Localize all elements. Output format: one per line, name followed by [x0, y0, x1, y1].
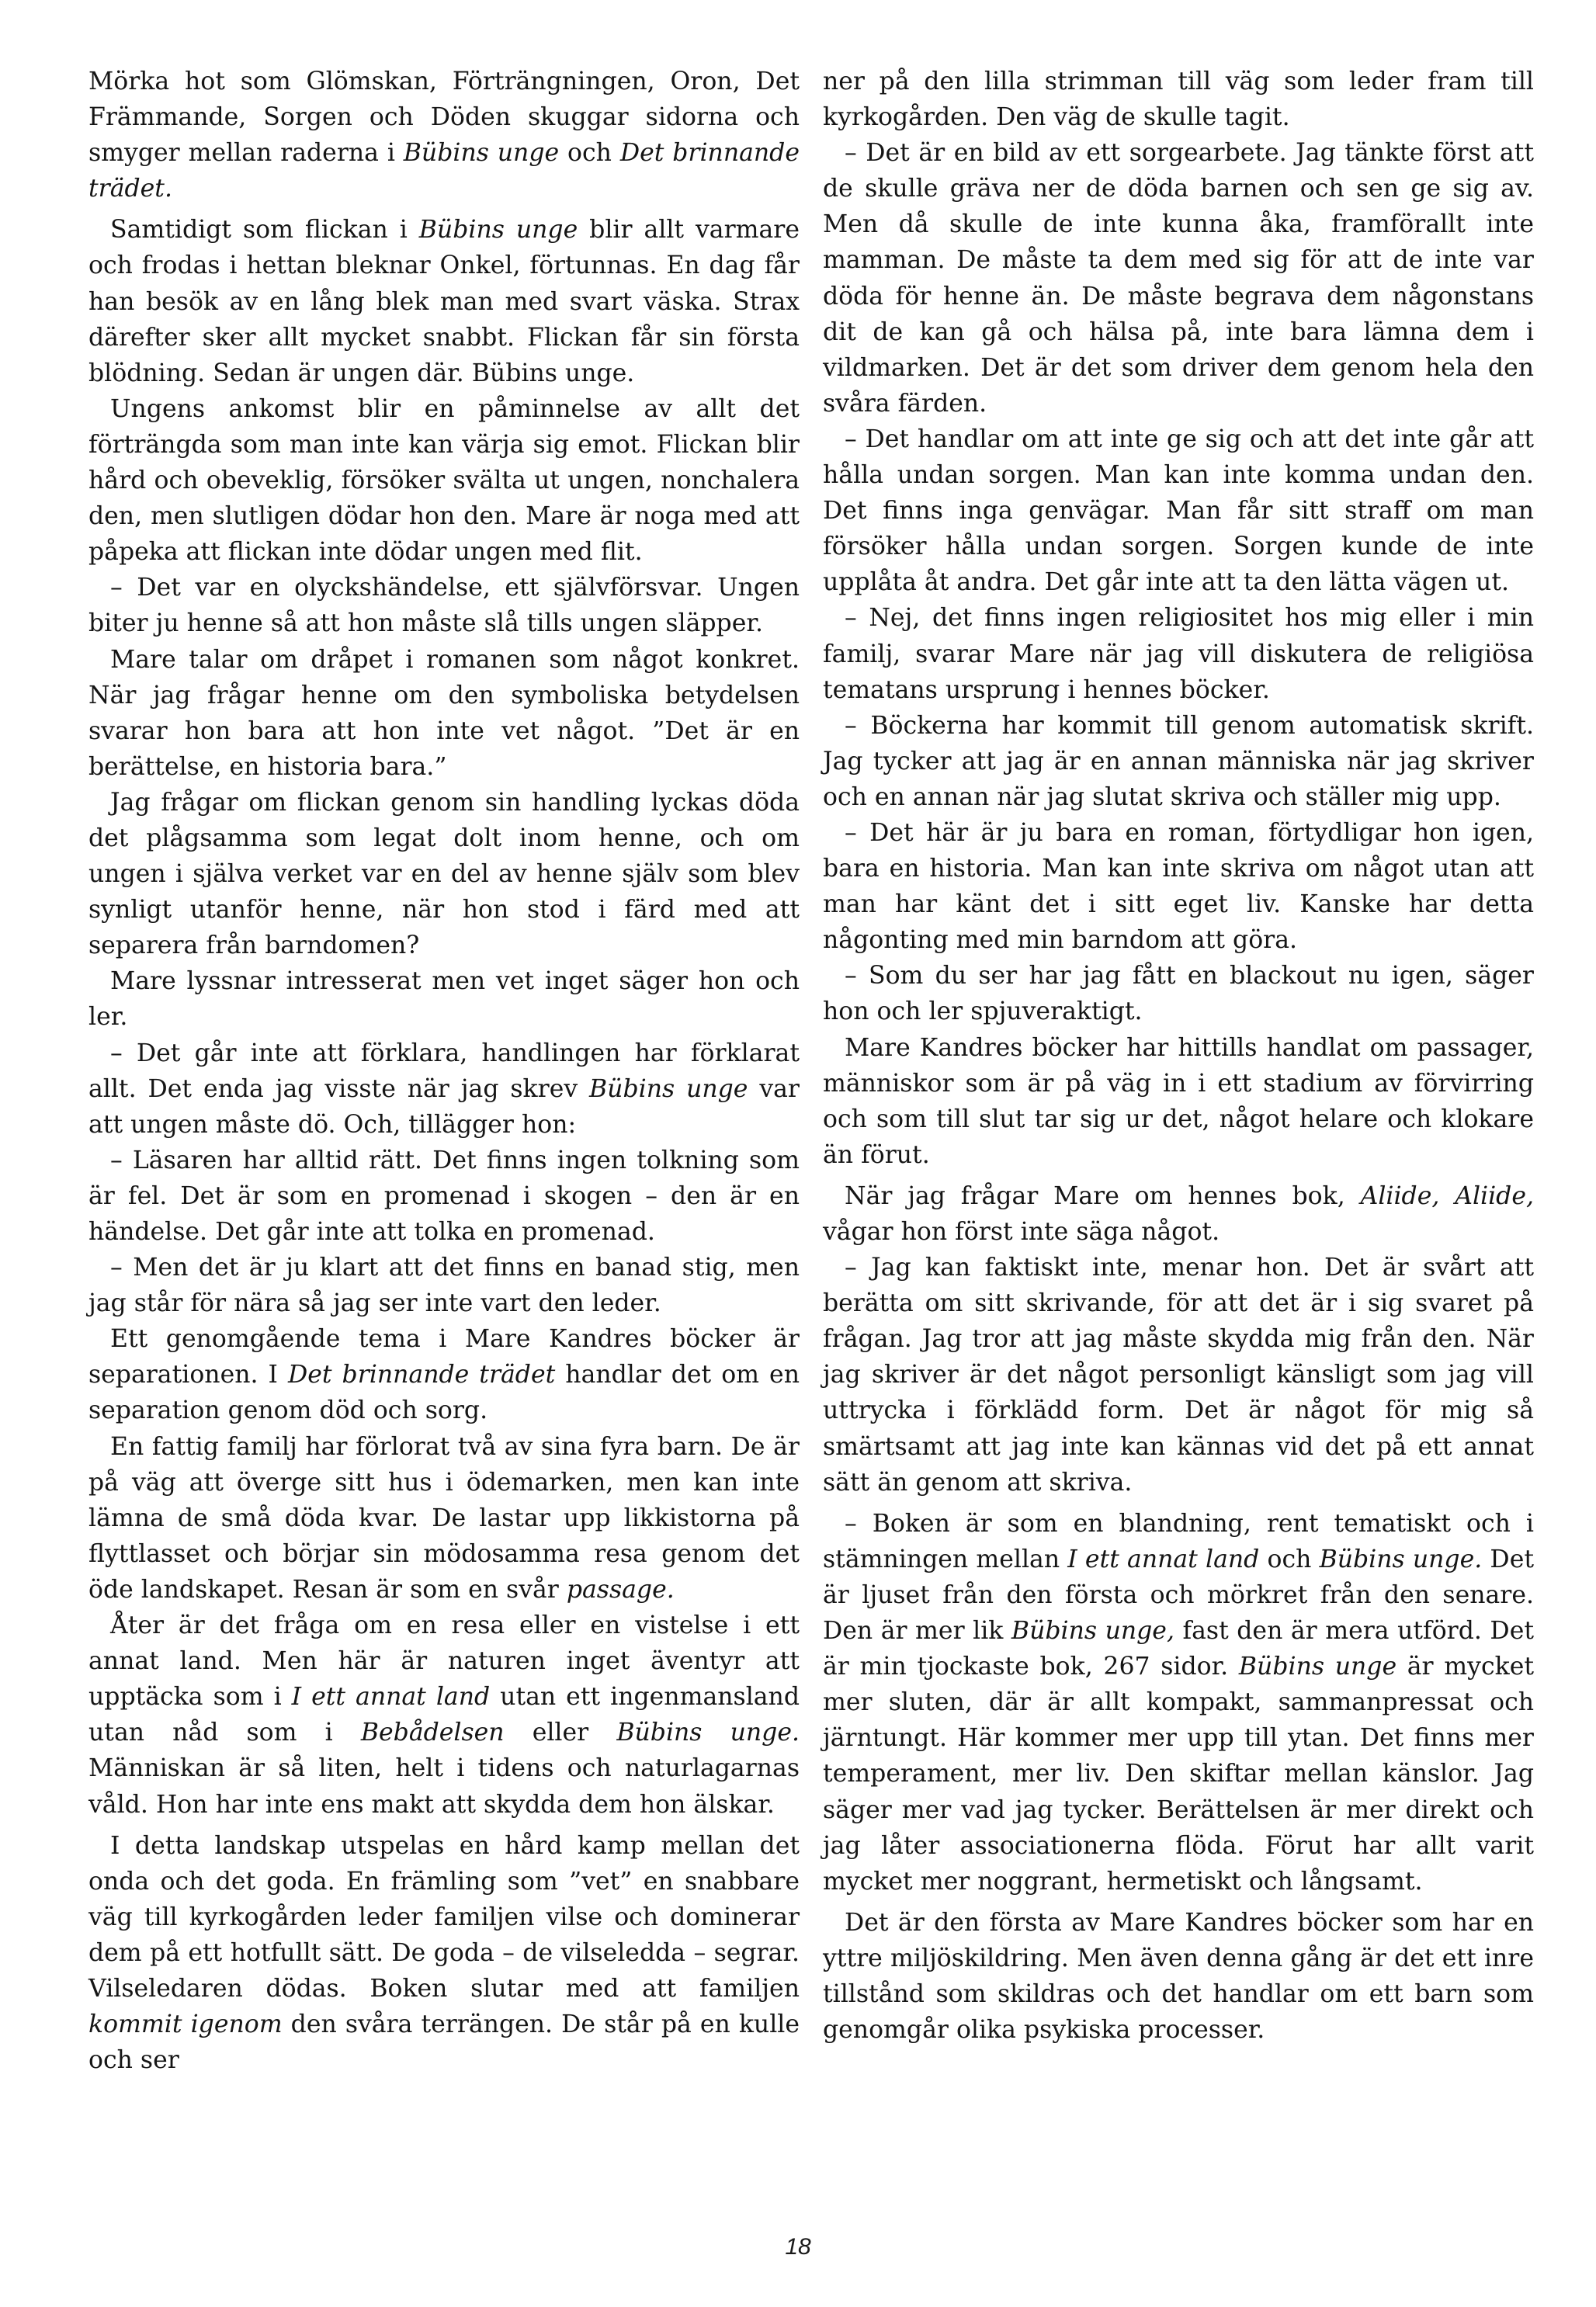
book-title: Det brinnande trädet: [287, 1361, 556, 1389]
book-title: Bübins unge: [418, 216, 578, 245]
text-run: Åter är det fråga om en resa eller en vistelse i ett annat land. Men här är naturen inget äventyr att upptäcka som i: [88, 1611, 800, 1712]
text-run: eller: [504, 1719, 617, 1747]
text-run: den svåra terrängen. De står på en kulle och ser: [88, 2010, 800, 2075]
paragraph: – Det är en bild av ett sorgearbete. Jag tänkte först att de skulle gräva ner de döda barnen och sen ge sig av. Men då skulle de inte kunna åka, framförallt inte mamman. De måste ta dem med sig för att de inte var döda för henne än. De måste begrava dem någonstans dit de kan gå och hälsa på, inte bara lämna dem i vildmarken. Det är det som driver dem genom hela den svåra färden.: [823, 139, 1534, 418]
text-run: fast den är mera utförd. Det är min tjockaste bok, 267 sidor.: [823, 1617, 1534, 1681]
paragraph: Mare Kandres böcker har hittills handlat om passager, människor som är på väg in i ett stadium av förvirring och som till slut tar sig ur det, något helare och klokare än förut.: [823, 1033, 1534, 1169]
text-run: handlar det om en separation genom död och sorg.: [88, 1361, 800, 1425]
text-run: När jag frågar Mare om hennes bok,: [845, 1181, 1361, 1210]
book-title: Det brinnande trädet.: [88, 139, 800, 203]
paragraph: – Det handlar om att inte ge sig och att det inte går att hålla undan sorgen. Man kan inte komma undan den. Det finns inga genvägar. Man får sitt straff om man försöker hålla undan sorgen. Sorgen kunde de inte upplåta åt andra. Det går inte att ta den lätta vägen ut.: [823, 425, 1534, 597]
text-run: Det är ljuset från den första och mörkret från den senare. Den är mer lik: [823, 1545, 1534, 1646]
right-column: [823, 64, 1534, 2048]
left-column: [88, 64, 800, 2078]
text-run: – Boken är som en blandning, rent tematiskt och i stämningen mellan: [823, 1509, 1534, 1573]
book-title: Bübins unge.: [1319, 1545, 1483, 1573]
text-run: Människan är så liten, helt i tidens och naturlagarnas våld. Hon har inte ens makt att skydda dem hon älskar.: [88, 1754, 800, 1819]
emphasis: passage.: [566, 1575, 675, 1604]
paragraph: – Som du ser har jag fått en blackout nu igen, säger hon och ler spjuveraktigt.: [823, 962, 1534, 1026]
text-run: Samtidigt som flickan i: [110, 216, 419, 245]
book-title: I ett annat land: [1067, 1545, 1260, 1573]
paragraph: Det är den första av Mare Kandres böcker som har en yttre miljöskildring. Men även denna gång är det ett inre tillstånd som skildras och det handlar om ett barn som genomgår olika psykiska processer.: [823, 1908, 1534, 2045]
paragraph: – Men det är ju klart att det finns en banad stig, men jag står för nära så jag ser inte vart den leder.: [88, 1254, 800, 1318]
text-run: I detta landskap utspelas en hård kamp mellan det onda och det goda. En främling som ”vet” en snabbare väg till kyrkogården leder familjen vilse och dominerar dem på ett hotfullt sätt. De goda – de vilseledda – segrar. Vilseledaren dödas. Boken slutar med att familjen: [88, 1831, 800, 2003]
text-run: – Det går inte att förklara, handlingen har förklarat allt. Det enda jag visste när jag skrev: [88, 1039, 800, 1103]
book-title: I ett annat land: [291, 1683, 491, 1712]
text-run: En fattig familj har förlorat två av sina fyra barn. De är på väg att överge sitt hus i ödemarken, men kan inte lämna de små döda kvar. De lastar upp likkistorna på flyttlasset och börjar sin mödosamma resa genom det öde landskapet. Resan är som en svår: [88, 1432, 800, 1604]
paragraph: [88, 212, 800, 390]
paragraph: – Det här är ju bara en roman, förtydligar hon igen, bara en historia. Man kan inte skriva om något utan att man har känt det i sitt eget liv. Kanske har detta någonting med min barndom att göra.: [823, 818, 1534, 955]
text-run: och: [559, 139, 620, 168]
paragraph: [88, 64, 800, 206]
paragraph: ner på den lilla strimman till väg som leder fram till kyrkogården. Den väg de skulle tagit.: [823, 68, 1534, 132]
paragraph: [88, 1828, 800, 2079]
book-title: Bübins unge,: [1011, 1617, 1174, 1646]
paragraph: Jag frågar om flickan genom sin handling lyckas döda det plågsamma som legat dolt inom henne, och om ungen i själva verket var en del av henne själv som blev synligt utanför henne, när hon stod i färd med att separera från barndomen?: [88, 788, 800, 960]
paragraph: Mare talar om dråpet i romanen som något konkret. När jag frågar henne om den symboliska betydelsen svarar hon bara att hon inte vet något. ”Det är en berättelse, en historia bara.”: [88, 645, 800, 781]
paragraph: – Det var en olyckshändelse, ett självförsvar. Ungen biter ju henne så att hon måste slå tills ungen släpper.: [88, 574, 800, 638]
paragraph: Ungens ankomst blir en påminnelse av allt det förträngda som man inte kan värja sig emot. Flickan blir hård och obeveklig, försöker svälta ut ungen, nonchalera den, men slutligen dödar hon den. Mare är noga med att påpeka att flickan inte dödar ungen med flit.: [88, 394, 800, 567]
emphasis: kommit igenom: [88, 2010, 283, 2039]
paragraph: [88, 1036, 800, 1143]
book-title: Bübins unge.: [616, 1719, 800, 1747]
text-run: var att ungen måste dö. Och, tillägger hon:: [88, 1074, 800, 1139]
paragraph: [823, 1178, 1534, 1250]
paragraph: [88, 1429, 800, 1608]
paragraph: [88, 1608, 800, 1823]
book-title: Aliide, Aliide,: [1360, 1181, 1534, 1210]
book-title: Bübins unge: [589, 1074, 748, 1103]
paragraph: [88, 1321, 800, 1428]
text-run: och: [1259, 1545, 1320, 1573]
paragraph: – Jag kan faktiskt inte, menar hon. Det är svårt att berätta om sitt skrivande, för att det är i sig svaret på frågan. Jag tror att jag måste skydda mig från den. När jag skriver är det något personligt känsligt som jag vill uttrycka i förklädd form. Det är något för mig så smärtsamt att jag inte kan kännas vid det på ett annat sätt än genom att skriva.: [823, 1254, 1534, 1497]
text-run: Mörka hot som Glömskan, Förträngningen, Oron, Det Främmande, Sorgen och Döden skuggar sidorna och smyger mellan raderna i: [88, 68, 800, 168]
paragraph: – Böckerna har kommit till genom automatisk skrift. Jag tycker att jag är en annan människa när jag skriver och en annan när jag slutat skriva och ställer mig upp.: [823, 711, 1534, 811]
paragraph: Mare lyssnar intresserat men vet inget säger hon och ler.: [88, 967, 800, 1032]
book-title: Bebådelsen: [360, 1719, 505, 1747]
paragraph: – Nej, det finns ingen religiositet hos mig eller i min familj, svarar Mare när jag vill diskutera de religiösa tematans ursprung i hennes böcker.: [823, 604, 1534, 704]
book-title: Bübins unge: [403, 139, 560, 168]
text-run: är mycket mer sluten, där är allt kompakt, sammanpressat och järntungt. Här kommer mer upp till ytan. Det finns mer temperament, mer liv. Den skiftar mellan känslor. Jag säger mer vad jag tycker. Berättelsen är mer direkt och jag låter associationerna flöda. Förut har allt varit mycket mer noggrant, hermetiskt och långsamt.: [823, 1653, 1534, 1896]
text-run: Ett genomgående tema i Mare Kandres böcker är separationen. I: [88, 1325, 800, 1389]
text-run: utan ett ingenmansland utan nåd som i: [88, 1683, 800, 1747]
page-number: 18: [785, 2234, 811, 2260]
text-run: blir allt varmare och frodas i hettan bleknar Onkel, förtunnas. En dag får han besök av en lång blek man med svart väska. Strax därefter sker allt mycket snabbt. Flickan får sin första blödning. Sedan är ungen där. Bübins unge.: [88, 216, 800, 387]
paragraph: [823, 1506, 1534, 1899]
text-run: vågar hon först inte säga något.: [823, 1218, 1220, 1246]
book-title: Bübins unge: [1238, 1653, 1397, 1681]
paragraph: – Läsaren har alltid rätt. Det finns ingen tolkning som är fel. Det är som en promenad i skogen – den är en händelse. Det går inte att tolka en promenad.: [88, 1146, 800, 1246]
